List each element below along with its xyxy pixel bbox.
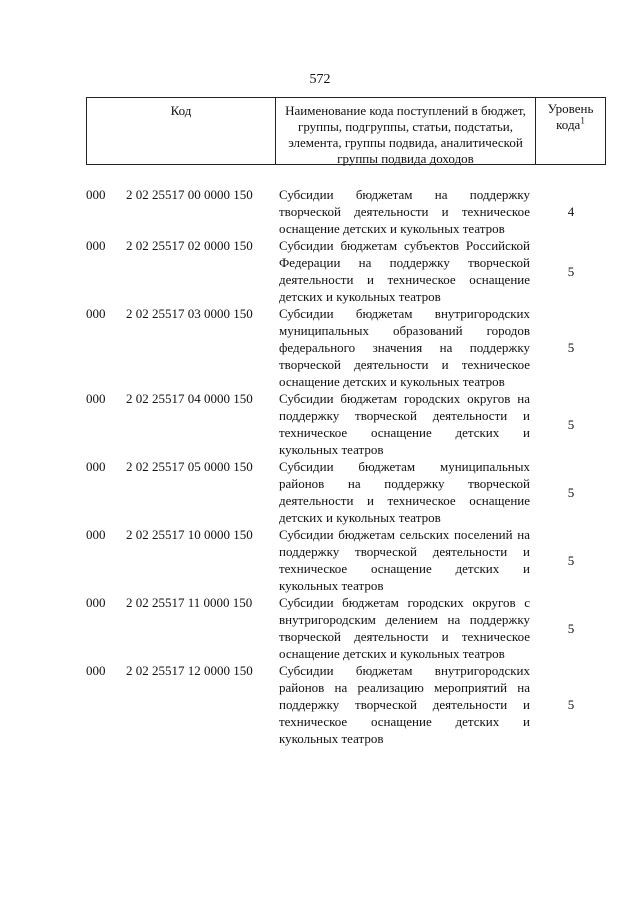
row-name: Субсидии бюджетам на поддержку творческой деятельности и техническое оснащение детских и кукольных театров bbox=[279, 187, 530, 236]
row-name: Субсидии бюджетам внутригородских районов на реализацию мероприятий на поддержку творческой деятельности и техническое оснащение детских и кукольных театров bbox=[279, 663, 530, 746]
row-prefix: 000 bbox=[86, 391, 106, 406]
row-prefix: 000 bbox=[86, 595, 106, 610]
row-level: 5 bbox=[567, 552, 575, 568]
row-code: 2 02 25517 11 0000 150 bbox=[126, 595, 253, 610]
row-code: 2 02 25517 12 0000 150 bbox=[126, 663, 253, 678]
row-code: 2 02 25517 04 0000 150 bbox=[126, 391, 253, 406]
row-level: 5 bbox=[567, 416, 575, 432]
table-row bbox=[86, 662, 606, 747]
row-level: 4 bbox=[567, 204, 575, 219]
footnote-marker: 1 bbox=[580, 115, 585, 126]
row-name: Субсидии бюджетам сельских поселений на поддержку творческой деятельности и техническое оснащение детских и кукольных театров bbox=[279, 527, 530, 593]
row-level: 5 bbox=[567, 484, 575, 500]
row-prefix: 000 bbox=[86, 187, 106, 202]
table-row bbox=[86, 594, 606, 662]
header-code: Код bbox=[87, 98, 276, 164]
table-row bbox=[86, 237, 606, 305]
row-prefix: 000 bbox=[86, 459, 106, 474]
row-code: 2 02 25517 00 0000 150 bbox=[126, 187, 253, 202]
table-row bbox=[86, 186, 606, 237]
table-row bbox=[86, 526, 606, 594]
row-prefix: 000 bbox=[86, 306, 106, 321]
row-code: 2 02 25517 05 0000 150 bbox=[126, 459, 253, 474]
row-level: 5 bbox=[567, 340, 575, 355]
table-row bbox=[86, 458, 606, 526]
row-prefix: 000 bbox=[86, 527, 106, 542]
row-level: 5 bbox=[567, 620, 575, 636]
table-header bbox=[86, 97, 606, 165]
table-row bbox=[86, 305, 606, 390]
table-row bbox=[86, 390, 606, 458]
header-level bbox=[536, 98, 605, 164]
row-code: 2 02 25517 02 0000 150 bbox=[126, 238, 253, 253]
row-name: Субсидии бюджетам субъектов Российской Федерации на поддержку творческой деятельности и техническое оснащение детских и кукольных театров bbox=[279, 238, 530, 304]
table-body bbox=[86, 186, 606, 747]
row-code: 2 02 25517 03 0000 150 bbox=[126, 306, 253, 321]
row-code: 2 02 25517 10 0000 150 bbox=[126, 527, 253, 542]
row-level: 5 bbox=[567, 263, 575, 279]
header-level-label: Уровень кода bbox=[547, 101, 594, 132]
row-name: Субсидии бюджетам городских округов с внутригородским делением на поддержку творческой деятельности и техническое оснащение детских и кукольных театров bbox=[279, 595, 530, 661]
page-number: 572 bbox=[309, 72, 331, 87]
header-name: Наименование кода поступлений в бюджет, группы, подгруппы, статьи, подстатьи, элемента, группы подвида, аналитической группы подвида доходов bbox=[276, 98, 536, 164]
row-prefix: 000 bbox=[86, 238, 106, 253]
row-name: Субсидии бюджетам городских округов на поддержку творческой деятельности и техническое оснащение детских и кукольных театров bbox=[279, 391, 530, 457]
row-name: Субсидии бюджетам муниципальных районов на поддержку творческой деятельности и техническое оснащение детских и кукольных театров bbox=[279, 459, 530, 525]
row-level: 5 bbox=[567, 697, 575, 712]
row-name: Субсидии бюджетам внутригородских муниципальных образований городов федерального значения на поддержку творческой деятельности и техническое оснащение детских и кукольных театров bbox=[279, 306, 530, 389]
row-prefix: 000 bbox=[86, 663, 106, 678]
